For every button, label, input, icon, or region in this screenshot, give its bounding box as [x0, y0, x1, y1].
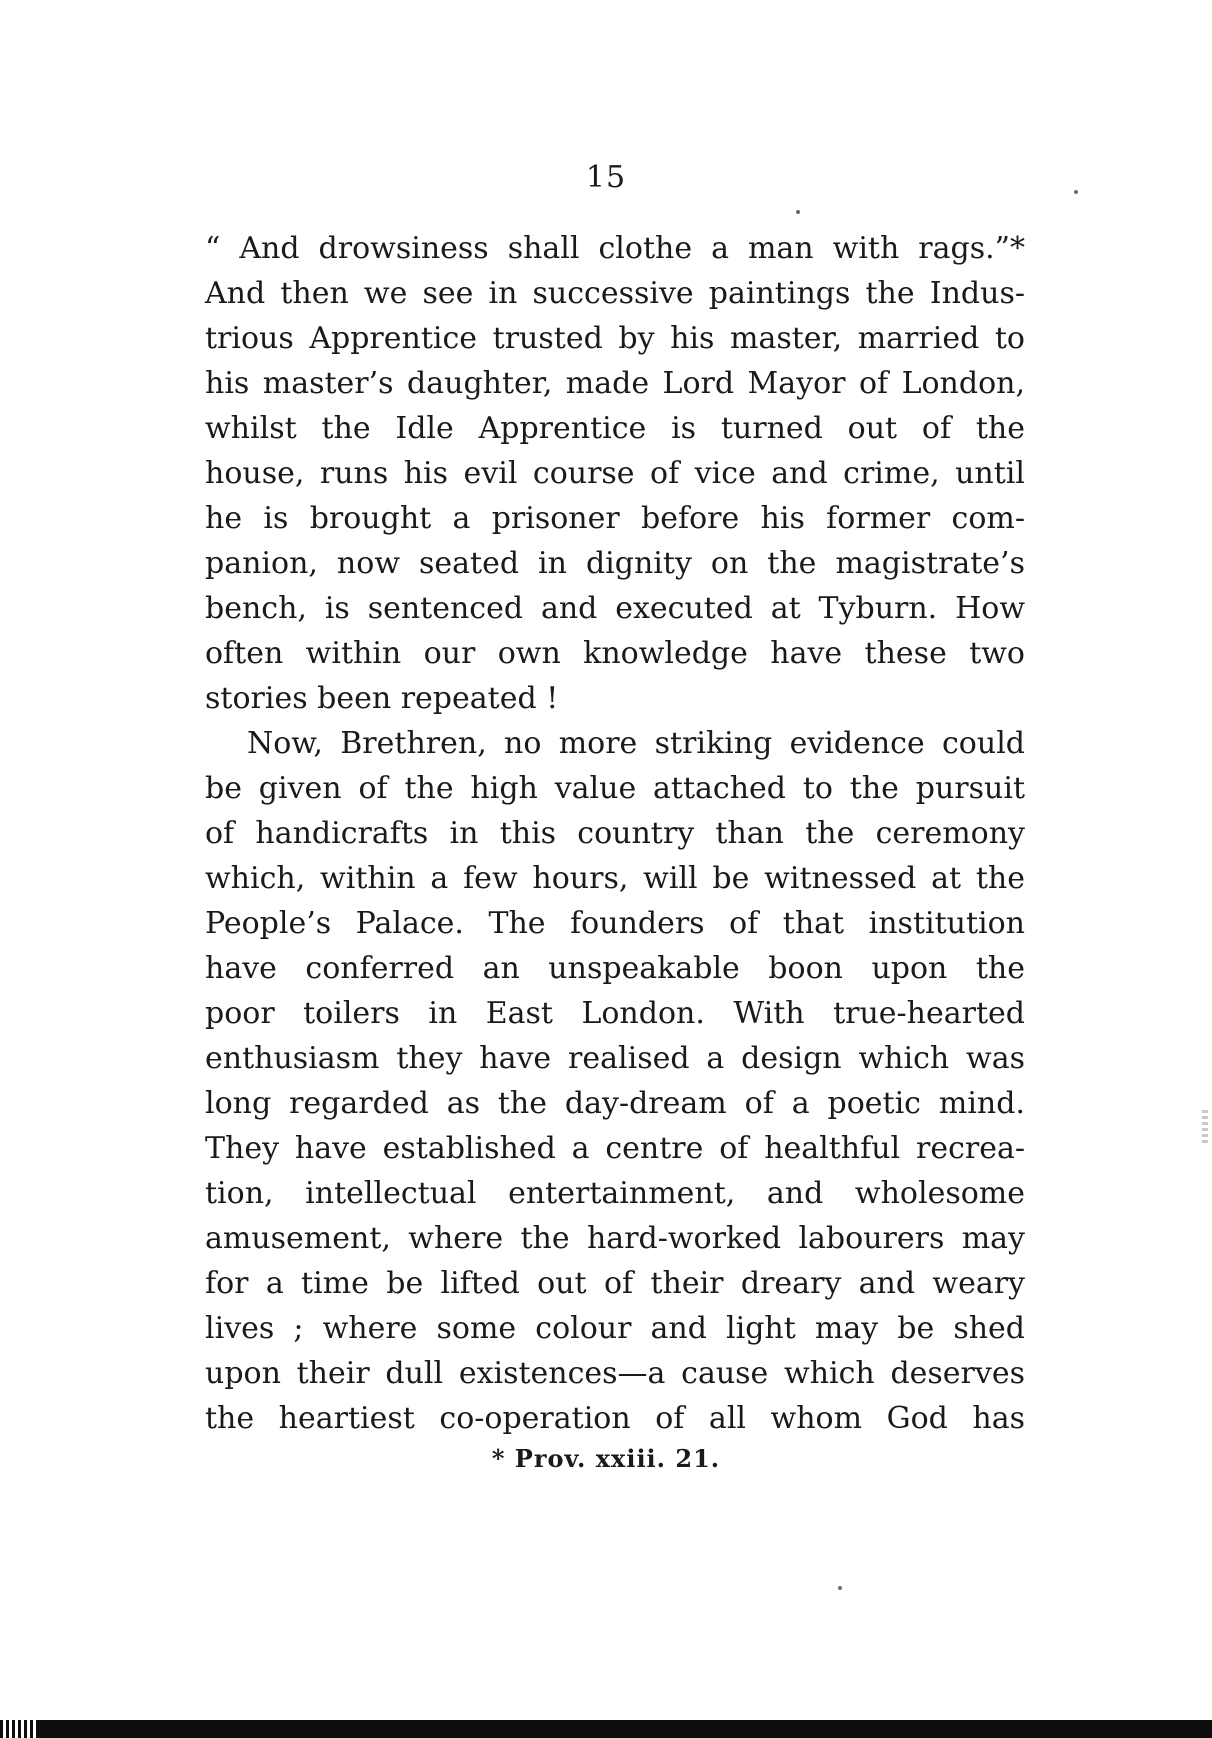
text-line: his master’s daughter, made Lord Mayor of London,: [205, 366, 1025, 401]
text-line: he is brought a prisoner before his former com-: [205, 501, 1025, 536]
text-line: long regarded as the day-dream of a poetic mind.: [205, 1086, 1025, 1121]
scan-speck: [1074, 190, 1078, 194]
body-text: [205, 226, 1025, 1441]
text-line: whilst the Idle Apprentice is turned out of the: [205, 411, 1025, 446]
text-line: panion, now seated in dignity on the magistrate’s: [205, 546, 1025, 581]
paragraph-start-line: Now, Brethren, no more striking evidence could: [247, 726, 1025, 761]
text-line: They have established a centre of healthful recrea-: [205, 1131, 1025, 1166]
paragraph-end-line: stories been repeated !: [205, 681, 559, 716]
text-line: upon their dull existences—a cause which deserves: [205, 1356, 1025, 1391]
text-line: enthusiasm they have realised a design which was: [205, 1041, 1025, 1076]
text-line: poor toilers in East London. With true-hearted: [205, 996, 1025, 1031]
text-line: for a time be lifted out of their dreary and weary: [205, 1266, 1025, 1301]
text-line: trious Apprentice trusted by his master, married to: [205, 321, 1025, 356]
text-line: And then we see in successive paintings the Indus-: [205, 276, 1025, 311]
scan-speck: [838, 1586, 842, 1590]
text-line: tion, intellectual entertainment, and wholesome: [205, 1176, 1025, 1211]
text-line: of handicrafts in this country than the ceremony: [205, 816, 1025, 851]
scan-bottom-edge: [0, 1720, 1212, 1738]
text-line: “ And drowsiness shall clothe a man with rags.”*: [205, 231, 1025, 266]
scan-speck: [796, 210, 800, 214]
text-line: bench, is sentenced and executed at Tyburn. How: [205, 591, 1025, 626]
text-line: lives ; where some colour and light may be shed: [205, 1311, 1025, 1346]
text-line: People’s Palace. The founders of that institution: [205, 906, 1025, 941]
page-number: 15: [585, 160, 627, 195]
footnote: * Prov. xxiii. 21.: [491, 1444, 721, 1473]
text-line: which, within a few hours, will be witnessed at the: [205, 861, 1025, 896]
text-line: have conferred an unspeakable boon upon the: [205, 951, 1025, 986]
text-line: often within our own knowledge have these two: [205, 636, 1025, 671]
scan-edge-mark: [1202, 1110, 1208, 1146]
text-line: house, runs his evil course of vice and crime, until: [205, 456, 1025, 491]
text-line: be given of the high value attached to the pursuit: [205, 771, 1025, 806]
text-line: the heartiest co-operation of all whom God has: [205, 1401, 1025, 1436]
text-line: amusement, where the hard-worked labourers may: [205, 1221, 1025, 1256]
